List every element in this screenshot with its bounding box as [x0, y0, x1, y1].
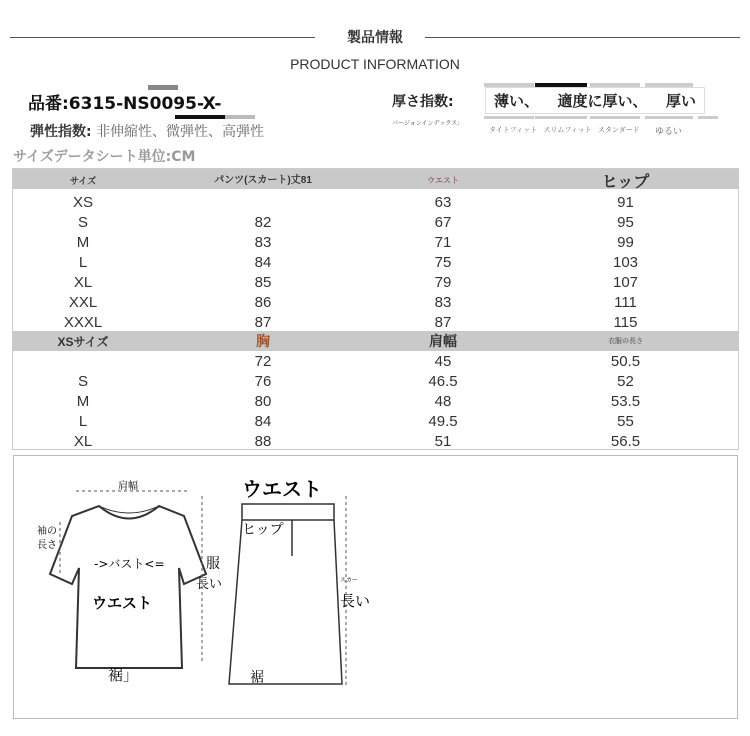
- table-row: [13, 252, 738, 272]
- hip-label: ヒップ: [242, 522, 284, 538]
- table-cell: 84: [254, 412, 272, 430]
- table-cell: 51: [434, 432, 452, 450]
- table-row: [13, 232, 738, 252]
- table-cell: 49.5: [428, 412, 458, 430]
- decor-bar: [590, 116, 640, 119]
- table-cell: XS: [72, 193, 93, 211]
- table-cell: M: [76, 392, 90, 410]
- elasticity-label: 弾性指数:: [30, 124, 92, 140]
- sleeve-label-2: 長さ: [37, 540, 57, 551]
- fit-standard: スタンダード: [598, 126, 640, 134]
- table-cell: 63: [434, 193, 452, 211]
- thickness-moderate: 適度に厚い、: [557, 92, 648, 110]
- datasheet-label: サイズデータシート単位:CM: [13, 149, 196, 165]
- skirt-length-small: スカー: [340, 577, 359, 584]
- table-cell: XXL: [68, 293, 98, 311]
- table-cell: 56.5: [610, 432, 641, 450]
- header-shoulder: 肩幅: [429, 333, 457, 349]
- table-cell: XL: [73, 432, 93, 450]
- table-row: [13, 272, 738, 292]
- decor-bar: [535, 116, 587, 119]
- product-number: 品番:6315-NS0095-X-: [28, 94, 222, 114]
- table-row: [13, 312, 738, 332]
- fit-scale: [489, 125, 644, 135]
- skirt-hem-label: 裾: [250, 670, 264, 686]
- table-cell: 86: [254, 293, 272, 311]
- table-cell: 84: [254, 253, 272, 271]
- table-row: [13, 391, 738, 411]
- thickness-options: [485, 87, 705, 114]
- table-cell: 99: [617, 233, 634, 251]
- fit-tight: タイトフィット: [489, 126, 538, 134]
- waist-label-skirt: ウエスト: [242, 477, 322, 501]
- table-cell: 67: [434, 213, 452, 231]
- table-cell: [153, 192, 373, 212]
- tshirt-outline: [50, 506, 206, 668]
- table-cell: 95: [617, 213, 634, 231]
- table-cell: 55: [617, 412, 634, 430]
- decor-bar: [645, 116, 693, 119]
- table-cell: 107: [612, 273, 639, 291]
- table-row: [13, 212, 738, 232]
- header-pants-length: パンツ(スカート)丈81: [214, 175, 312, 186]
- table-row: [13, 351, 738, 371]
- table-cell: 72: [254, 352, 272, 370]
- thickness-thin: 薄い、: [494, 92, 540, 110]
- version-note: バージョンインデックス:: [392, 120, 460, 127]
- size-table-bottoms: [13, 169, 738, 332]
- decor-bar: [698, 116, 718, 119]
- table-cell: 53.5: [610, 392, 641, 410]
- body-length-label-1: 服: [206, 556, 220, 572]
- table-row: [13, 292, 738, 312]
- table-cell: 46.5: [428, 372, 458, 390]
- table-row: [13, 411, 738, 431]
- header-garment-length: 衣服の長さ: [608, 338, 643, 345]
- table-cell: 91: [617, 193, 634, 211]
- header-waist: ウエスト: [427, 176, 459, 185]
- header-hip: ヒップ: [601, 174, 650, 191]
- waist-label-top: ウエスト: [92, 594, 153, 612]
- decor-bar: [484, 116, 534, 119]
- table-cell: L: [78, 412, 88, 430]
- table-cell: 80: [254, 392, 272, 410]
- table-cell: 83: [254, 233, 272, 251]
- table-cell: 50.5: [610, 352, 641, 370]
- table-cell: 111: [614, 293, 637, 311]
- header-size-xs: XSサイズ: [57, 334, 109, 349]
- fit-slim: スリムフィット: [543, 126, 592, 134]
- table-row: [13, 192, 738, 212]
- elasticity-row: [30, 121, 264, 141]
- decor-bar: [225, 115, 255, 119]
- table-cell: 87: [434, 313, 452, 331]
- sleeve-label-1: 袖の: [37, 526, 57, 537]
- table-cell: S: [77, 372, 88, 390]
- header-chest: 胸: [256, 333, 270, 349]
- table-cell: 85: [254, 273, 272, 291]
- header-size: サイズ: [69, 176, 97, 186]
- table-header-row: [13, 169, 738, 192]
- body-length-label-2: 長い: [196, 577, 223, 592]
- skirt-length-label: 長い: [340, 592, 371, 610]
- table-cell: 45: [434, 352, 452, 370]
- table-cell: L: [78, 253, 88, 271]
- fit-loose: ゆるい: [655, 127, 683, 137]
- table-cell: 75: [434, 253, 452, 271]
- header-title: 製品情報: [347, 30, 403, 46]
- table-cell: S: [77, 213, 88, 231]
- table-row: [13, 371, 738, 391]
- thickness-thick: 厚い: [665, 92, 696, 110]
- table-cell: 103: [612, 253, 639, 271]
- table-header-row: [13, 331, 738, 351]
- measurement-diagram: [13, 455, 738, 719]
- table-cell: 82: [254, 213, 272, 231]
- table-cell: 83: [434, 293, 452, 311]
- table-cell: 115: [613, 313, 638, 331]
- decor-bar: [175, 115, 225, 119]
- bust-label: ->バスト<=: [94, 557, 165, 571]
- shoulder-label: 肩幅: [118, 481, 138, 492]
- table-cell: 79: [434, 273, 452, 291]
- size-table-tops: [13, 331, 738, 451]
- table-cell: 88: [254, 432, 272, 450]
- table-cell: XXXL: [63, 313, 103, 331]
- table-cell: 48: [434, 392, 452, 410]
- thickness-label: 厚さ指数:: [392, 94, 454, 110]
- table-cell: [13, 351, 153, 371]
- elasticity-values: 非伸縮性、微弾性、高弾性: [96, 124, 265, 140]
- table-cell: 76: [254, 372, 272, 390]
- table-cell: 71: [434, 233, 452, 251]
- table-row: [13, 431, 738, 451]
- hem-label-top: 裾」: [108, 666, 139, 684]
- table-cell: 52: [617, 372, 634, 390]
- header-subtitle: PRODUCT INFORMATION: [290, 56, 460, 72]
- table-cell: M: [76, 233, 90, 251]
- table-cell: 87: [254, 313, 272, 331]
- table-cell: XL: [73, 273, 93, 291]
